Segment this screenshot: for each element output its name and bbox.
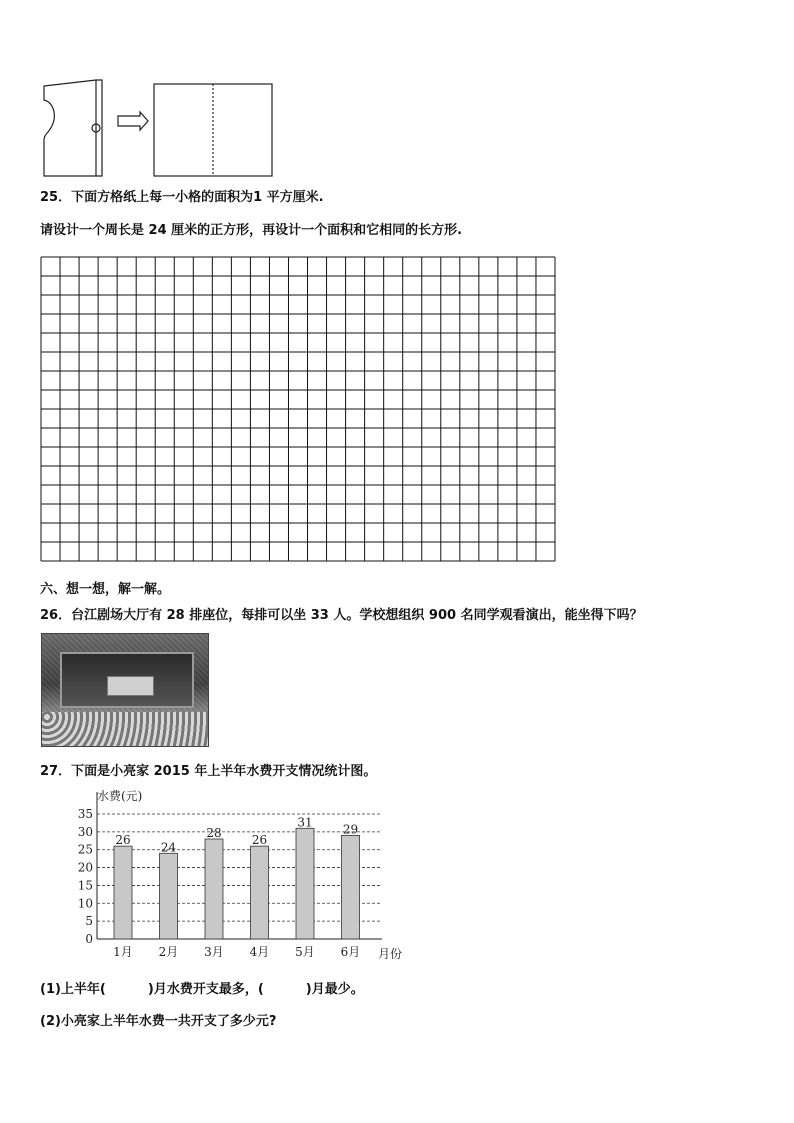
q27-line <box>40 760 376 779</box>
chart-bar <box>251 846 269 939</box>
chart-xtick-label: 2月 <box>158 945 179 959</box>
chart-xlabel: 月份 <box>378 947 403 961</box>
chart-data-label: 31 <box>297 815 313 830</box>
chart-xtick-label: 1月 <box>113 945 133 959</box>
q27-sub1-part-c: )月最少。 <box>305 982 364 997</box>
arrow-icon <box>118 112 148 130</box>
q26-number: 26． <box>40 608 72 623</box>
audience-seats <box>42 712 208 746</box>
q25-line2: 请设计一个周长是 24 厘米的正方形，再设计一个面积和它相同的长方形. <box>40 223 463 238</box>
chart-xtick-label: 3月 <box>204 945 224 959</box>
q25-line1 <box>40 186 324 205</box>
q27-sub1-part-b: )月水费开支最多，( <box>147 982 264 997</box>
chart-ylabel: 水费(元) <box>97 789 143 803</box>
q25-text: 下面方格纸上每一小格的面积为1 平方厘米. <box>71 190 324 205</box>
q27-sub2: (2)小亮家上半年水费一共开支了多少元? <box>40 1014 277 1029</box>
chart-bar <box>160 853 178 939</box>
chart-xtick-label: 6月 <box>340 945 361 959</box>
chart-ytick-label: 15 <box>77 878 93 893</box>
q27-sub1 <box>40 978 364 997</box>
q26-text: 台江剧场大厅有 28 排座位，每排可以坐 33 人。学校想组织 900 名同学观看演出，能坐得下吗？ <box>71 608 643 623</box>
chart-data-label: 26 <box>251 833 268 848</box>
chart-data-label: 29 <box>342 822 359 837</box>
chart-ytick-label: 35 <box>77 807 93 821</box>
q25-number: 25． <box>40 190 72 205</box>
chart-ytick-label: 30 <box>77 824 93 839</box>
chart-data-label: 28 <box>206 826 222 840</box>
folding-figure <box>40 78 280 180</box>
folded-paper-shape <box>44 80 102 176</box>
chart-ytick-label: 25 <box>77 842 93 857</box>
stage-panel <box>107 676 154 696</box>
chart-bar <box>114 846 132 939</box>
q27-sub1-part-a: (1)上半年( <box>40 982 106 997</box>
water-fee-bar-chart <box>70 784 415 964</box>
stage-shape <box>60 652 194 708</box>
chart-bar <box>296 828 314 939</box>
chart-ytick-label: 5 <box>85 914 93 929</box>
chart-ytick-label: 20 <box>77 860 93 875</box>
chart-xtick-label: 4月 <box>249 945 270 959</box>
chart-ytick-label: 10 <box>77 896 93 911</box>
q27-text: 下面是小亮家 2015 年上半年水费开支情况统计图。 <box>71 764 377 779</box>
chart-xtick-label: 5月 <box>295 945 315 959</box>
q26-line <box>40 604 643 623</box>
grid-paper <box>40 256 556 562</box>
opened-paper-shape <box>154 84 272 176</box>
chart-bar <box>342 835 360 939</box>
chart-bar <box>205 839 223 939</box>
q27-number: 27． <box>40 764 72 779</box>
chart-data-label: 24 <box>160 840 177 855</box>
section6-title: 六、想一想，解一解。 <box>40 582 171 597</box>
chart-data-label: 26 <box>115 833 131 848</box>
theater-photo <box>41 633 209 747</box>
chart-ytick-label: 0 <box>85 932 93 946</box>
